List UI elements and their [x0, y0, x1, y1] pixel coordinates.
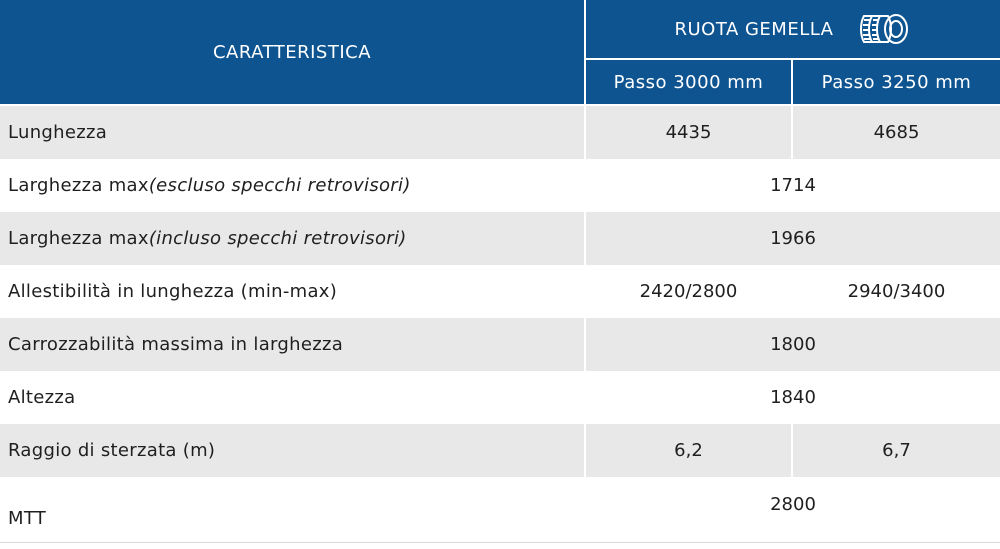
value-wheelbase-3250: 4685 [873, 122, 920, 143]
header-wheelbase-3250 [793, 60, 1000, 104]
row-label: Carrozzabilità massima in larghezza [8, 334, 344, 355]
row-label-text: Larghezza max [8, 228, 149, 249]
header-group [586, 0, 1000, 58]
header-characteristic [0, 0, 584, 104]
value-both: 1800 [770, 334, 816, 355]
header-wheelbase-3000-label: Passo 3000 mm [613, 71, 764, 93]
table-row [0, 477, 1000, 543]
header-group-label: RUOTA GEMELLA [674, 18, 834, 40]
row-label-note: (escluso specchi retrovisori) [148, 175, 411, 196]
row-label: Altezza [8, 387, 76, 408]
row-label: Raggio di sterzata (m) [8, 440, 216, 461]
header-wheelbase-3000 [586, 60, 791, 104]
value-wheelbase-3000: 4435 [665, 122, 712, 143]
header-wheelbase-3250-label: Passo 3250 mm [821, 71, 972, 93]
value-wheelbase-3250: 2940/3400 [847, 281, 946, 302]
value-both: 1966 [770, 228, 816, 249]
value-wheelbase-3000: 6,2 [674, 440, 703, 461]
row-label-text: Larghezza max [8, 175, 149, 196]
value-both: 1714 [770, 175, 816, 196]
value-wheelbase-3250: 6,7 [882, 440, 911, 461]
table-row [0, 424, 1000, 477]
header-characteristic-label: CARATTERISTICA [212, 41, 372, 63]
table-row [0, 318, 1000, 371]
table-row [0, 371, 1000, 424]
row-label-note: (incluso specchi retrovisori) [148, 228, 407, 249]
table-row [0, 106, 1000, 159]
table-row [0, 265, 1000, 318]
value-wheelbase-3000: 2420/2800 [639, 281, 738, 302]
row-label [8, 159, 578, 212]
row-label: Lunghezza [8, 122, 108, 143]
value-both: 2800 [770, 493, 816, 515]
table-row [0, 212, 1000, 265]
table-row [0, 159, 1000, 212]
row-label: MTT [8, 508, 47, 529]
row-label: Allestibilità in lunghezza (min-max) [8, 281, 338, 302]
row-label [8, 212, 578, 265]
value-both: 1840 [770, 387, 816, 408]
dual-wheel-tire-icon [858, 7, 912, 51]
